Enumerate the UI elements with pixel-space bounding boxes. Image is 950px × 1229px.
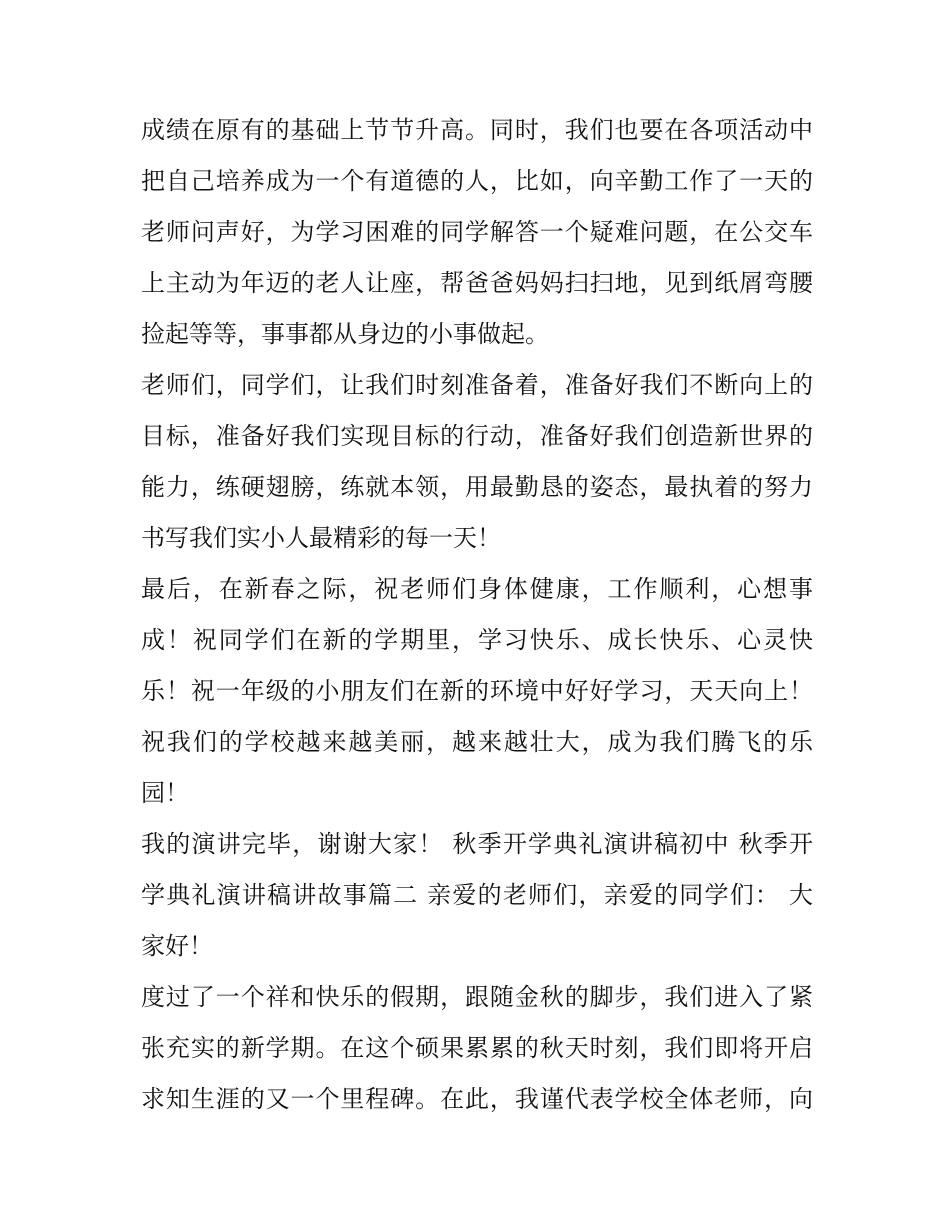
text-line: 把自己培养成为一个有道德的人，比如，向辛勤工作了一天的	[141, 167, 813, 195]
text-line: 能力，练硬翅膀，练就本领，用最勤恳的姿态，最执着的努力	[141, 473, 813, 501]
text-line: 成！祝同学们在新的学期里，学习快乐、成长快乐、心灵快	[141, 626, 813, 654]
text-line: 乐！祝一年级的小朋友们在新的环境中好好学习，天天向上！	[141, 677, 813, 705]
text-line: 最后，在新春之际，祝老师们身体健康，工作顺利，心想事	[141, 575, 813, 603]
text-line: 祝我们的学校越来越美丽，越来越壮大，成为我们腾飞的乐	[141, 728, 813, 756]
text-line: 我的演讲完毕，谢谢大家！ 秋季开学典礼演讲稿初中 秋季开	[141, 830, 813, 858]
text-line: 上主动为年迈的老人让座，帮爸爸妈妈扫扫地，见到纸屑弯腰	[141, 269, 813, 297]
text-line: 张充实的新学期。在这个硕果累累的秋天时刻，我们即将开启	[141, 1034, 813, 1062]
text-line: 度过了一个祥和快乐的假期，跟随金秋的脚步，我们进入了紧	[141, 983, 813, 1011]
text-line: 老师们，同学们，让我们时刻准备着，准备好我们不断向上的	[141, 371, 813, 399]
text-line: 捡起等等，事事都从身边的小事做起。	[141, 320, 549, 348]
text-line: 求知生涯的又一个里程碑。在此，我谨代表学校全体老师，向	[141, 1085, 813, 1113]
text-line: 老师问声好，为学习困难的同学解答一个疑难问题，在公交车	[141, 218, 813, 246]
document-text-body	[141, 105, 813, 1125]
text-line: 成绩在原有的基础上节节升高。同时，我们也要在各项活动中	[141, 116, 813, 144]
text-line: 园！	[141, 779, 189, 807]
text-line: 学典礼演讲稿讲故事篇二 亲爱的老师们，亲爱的同学们： 大	[141, 881, 813, 909]
text-line: 家好！	[141, 932, 213, 960]
text-line: 书写我们实小人最精彩的每一天！	[141, 524, 501, 552]
text-line: 目标，准备好我们实现目标的行动，准备好我们创造新世界的	[141, 422, 813, 450]
